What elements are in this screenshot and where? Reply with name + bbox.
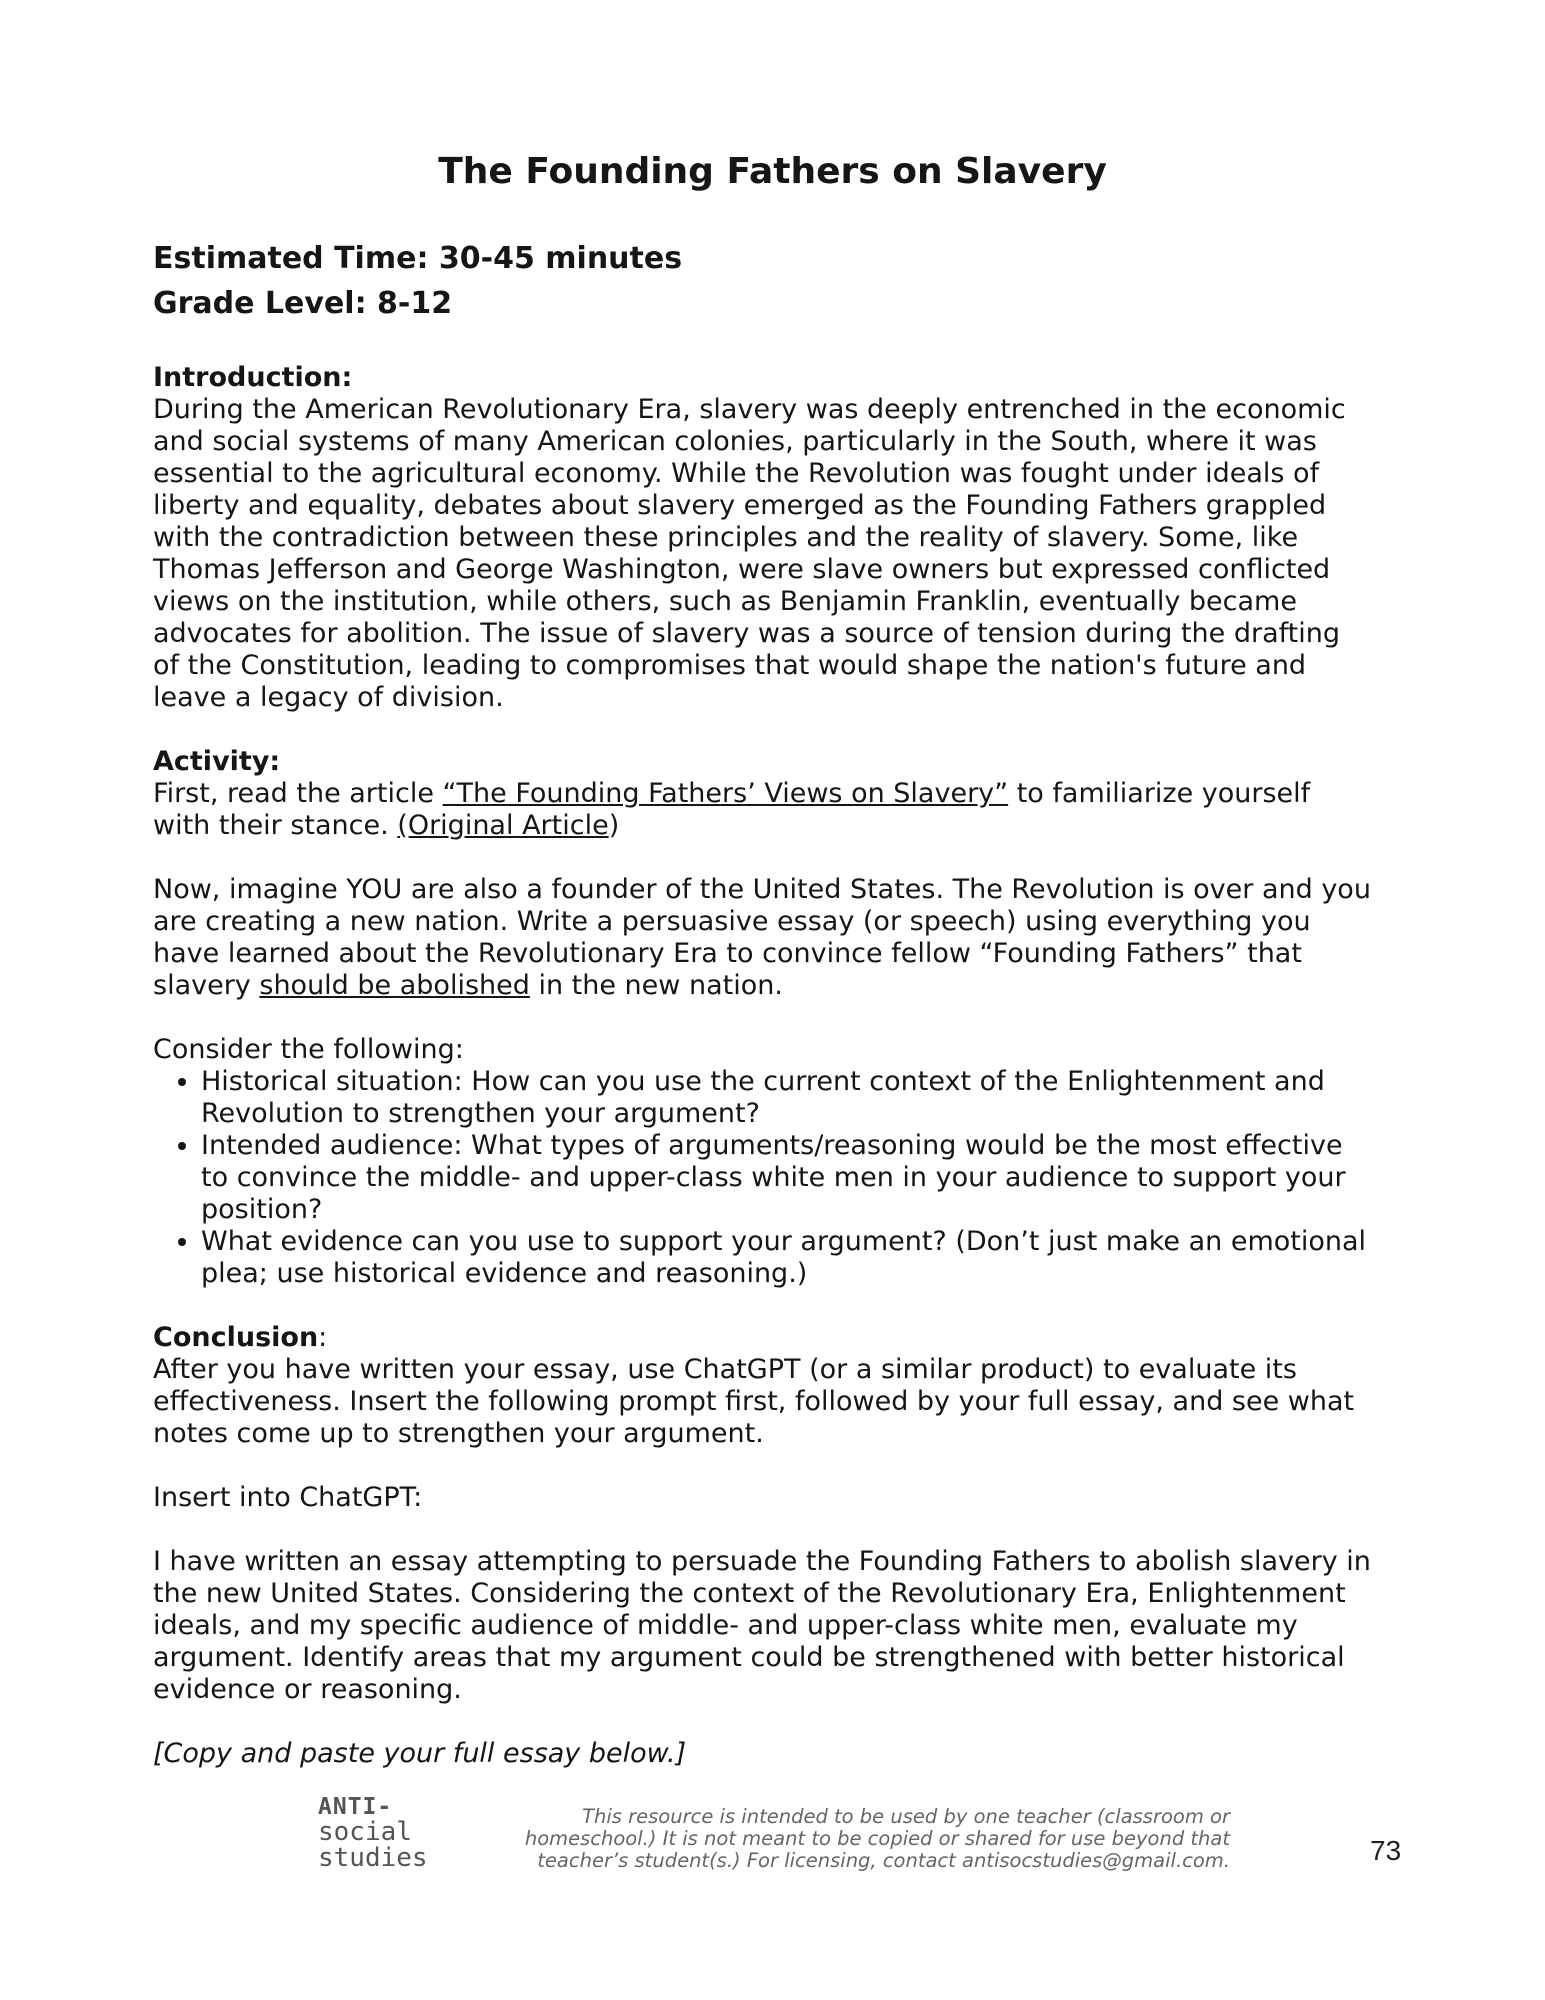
introduction-text: During the American Revolutionary Era, slavery was deeply entrenched in the economic and social systems of many American colonies, particularly in the South, where it was essential to the agricultural economy. While the Revolution was fought under ideals of liberty and equality, debates about slavery emerged as the Founding Fathers grappled with the contradiction between these principles and the reality of slavery. Some, like Thomas Jefferson and George Washington, were slave owners but expressed conflicted views on the institution, while others, such as Benjamin Franklin, eventually became advocates for abolition. The issue of slavery was a source of tension during the drafting of the Constitution, leading to compromises that would shape the nation's future and leave a legacy of division. <box>153 394 1346 713</box>
article-link[interactable]: “The Founding Fathers’ Views on Slavery” <box>442 778 1009 809</box>
activity-text-suffix: ) <box>608 810 620 841</box>
conclusion-heading: Conclusion <box>153 1322 319 1353</box>
chatgpt-prompt: I have written an essay attempting to persuade the Founding Fathers to abolish slavery in the new United States. Considering the context of the Revolutionary Era, Enlightenment ideals, and my specific audience of middle- and upper-class white men, evaluate my argument. Identify areas that my argument could be strengthened with better historical evidence or reasoning. <box>153 1546 1371 1705</box>
introduction-heading: Introduction: <box>153 362 353 393</box>
essay-prompt-text <box>153 874 1373 1002</box>
antisocial-studies-logo <box>318 1796 448 1871</box>
page-title: The Founding Fathers on Slavery <box>438 151 1107 192</box>
activity-text-prefix: First, read the article <box>153 778 443 809</box>
estimated-time: Estimated Time: 30-45 minutes <box>153 241 683 276</box>
original-article-link[interactable]: (Original Article <box>397 810 609 841</box>
activity-text-mid: to familiarize yourself with their stance. <box>153 778 1311 841</box>
consider-label: Consider the following: <box>153 1034 464 1065</box>
insert-label: Insert into ChatGPT: <box>153 1482 423 1513</box>
conclusion-text: After you have written your essay, use ChatGPT (or a similar product) to evaluate its effectiveness. Insert the following prompt first, followed by your full essay, and see what notes come up to strengthen your argument. <box>153 1354 1355 1449</box>
list-item: • Intended audience: What types of arguments/reasoning would be the most effective to convince the middle- and upper-class white men in your audience to support your position? <box>201 1130 1373 1226</box>
content-area <box>153 236 1373 1770</box>
consider-list <box>153 1066 1373 1290</box>
essay-prompt-suffix: in the new nation. <box>529 970 783 1001</box>
conclusion-colon: : <box>318 1322 328 1353</box>
license-note-line: teacher’s student(s.) For licensing, contact antisocstudies@gmail.com. <box>537 1849 1230 1872</box>
list-item: • What evidence can you use to support your argument? (Don’t just make an emotional plea; use historical evidence and reasoning.) <box>201 1226 1373 1290</box>
paste-note: [Copy and paste your full essay below.] <box>153 1738 687 1769</box>
abolished-emphasis: should be abolished <box>259 970 530 1001</box>
logo-line: studies <box>318 1843 428 1873</box>
list-item: • Historical situation: How can you use the current context of the Enlightenment and Revolution to strengthen your argument? <box>201 1066 1373 1130</box>
license-note-line: homeschool.) It is not meant to be copied or shared for use beyond that <box>524 1827 1230 1850</box>
license-note-line: This resource is intended to be used by one teacher (classroom or <box>582 1805 1230 1828</box>
activity-heading: Activity: <box>153 746 281 777</box>
activity-instructions <box>153 778 1373 842</box>
page-number: 73 <box>1370 1835 1402 1866</box>
logo-line: social <box>318 1817 412 1847</box>
license-note <box>470 1806 1230 1872</box>
logo-line: ANTI- <box>318 1794 393 1820</box>
conclusion-heading-line <box>153 1322 1373 1354</box>
grade-level: Grade Level: 8-12 <box>153 286 453 321</box>
essay-prompt-prefix: Now, imagine YOU are also a founder of the United States. The Revolution is over and you are creating a new nation. Write a persuasive essay (or speech) using everything you have learned about the Revolutionary Era to convince fellow “Founding Fathers” that slavery <box>153 874 1371 1001</box>
